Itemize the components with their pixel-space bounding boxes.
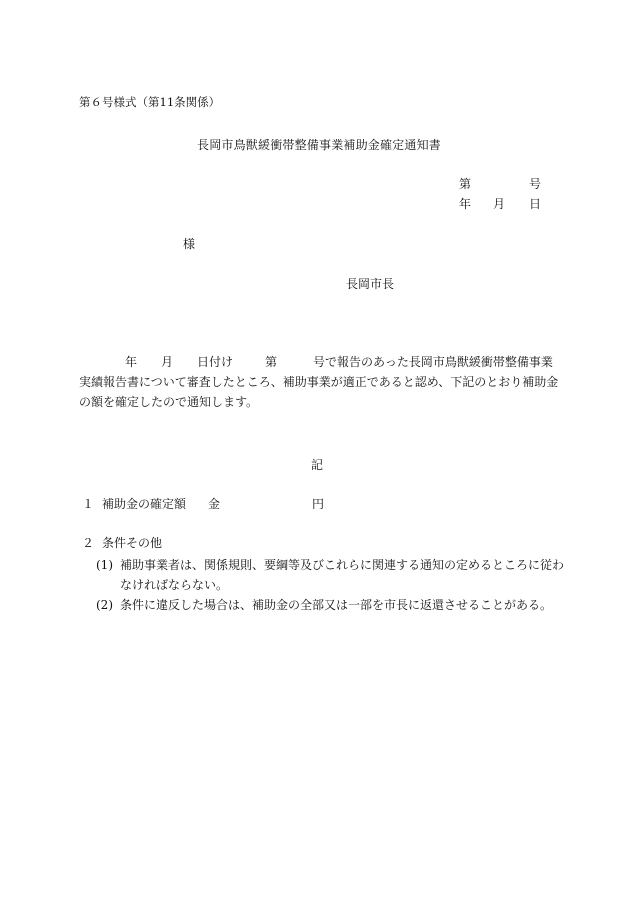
notes-heading: 記 — [311, 458, 324, 472]
addressee-honorific: 様 — [183, 237, 196, 251]
item2-number: ２ — [82, 536, 95, 550]
body-line-2: 実績報告書について審査したところ、補助事業が適正であると認め、下記のとおり補助金 — [79, 375, 559, 389]
body-month: 月 — [161, 355, 174, 369]
item1-label: 補助金の確定額 — [102, 497, 187, 511]
date-day: 日 — [529, 197, 542, 211]
document-number-suffix: 号 — [529, 177, 542, 191]
condition-2-line-1: 条件に違反した場合は、補助金の全部又は一部を市長に返還させることがある。 — [120, 598, 553, 612]
item1-number: １ — [82, 497, 95, 511]
condition-2-number: (2) — [96, 598, 113, 612]
condition-1-line-1: 補助事業者は、関係規則、要綱等及びこれらに関連する通知の定めるところに従わ — [120, 558, 565, 572]
condition-1-line-2: なければならない。 — [120, 578, 229, 592]
item2-label: 条件その他 — [102, 536, 163, 550]
issuer-name: 長岡市長 — [346, 277, 395, 291]
condition-1-number: (1) — [96, 558, 113, 572]
form-number-label: 第６号様式（第11条関係） — [79, 95, 221, 109]
body-year: 年 — [125, 355, 138, 369]
document-title: 長岡市鳥獣緩衝帯整備事業補助金確定通知書 — [197, 138, 442, 152]
item1-currency-suffix: 円 — [312, 497, 325, 511]
date-year: 年 — [459, 197, 472, 211]
date-month: 月 — [493, 197, 506, 211]
item1-currency-prefix: 金 — [208, 497, 221, 511]
body-line-1-text: 号で報告のあった長岡市鳥獣緩衝帯整備事業 — [313, 355, 553, 369]
body-number-prefix: 第 — [265, 355, 278, 369]
body-dated: 日付け — [197, 355, 234, 369]
body-line-3: の額を確定したので通知します。 — [79, 395, 259, 409]
document-number-prefix: 第 — [459, 177, 472, 191]
